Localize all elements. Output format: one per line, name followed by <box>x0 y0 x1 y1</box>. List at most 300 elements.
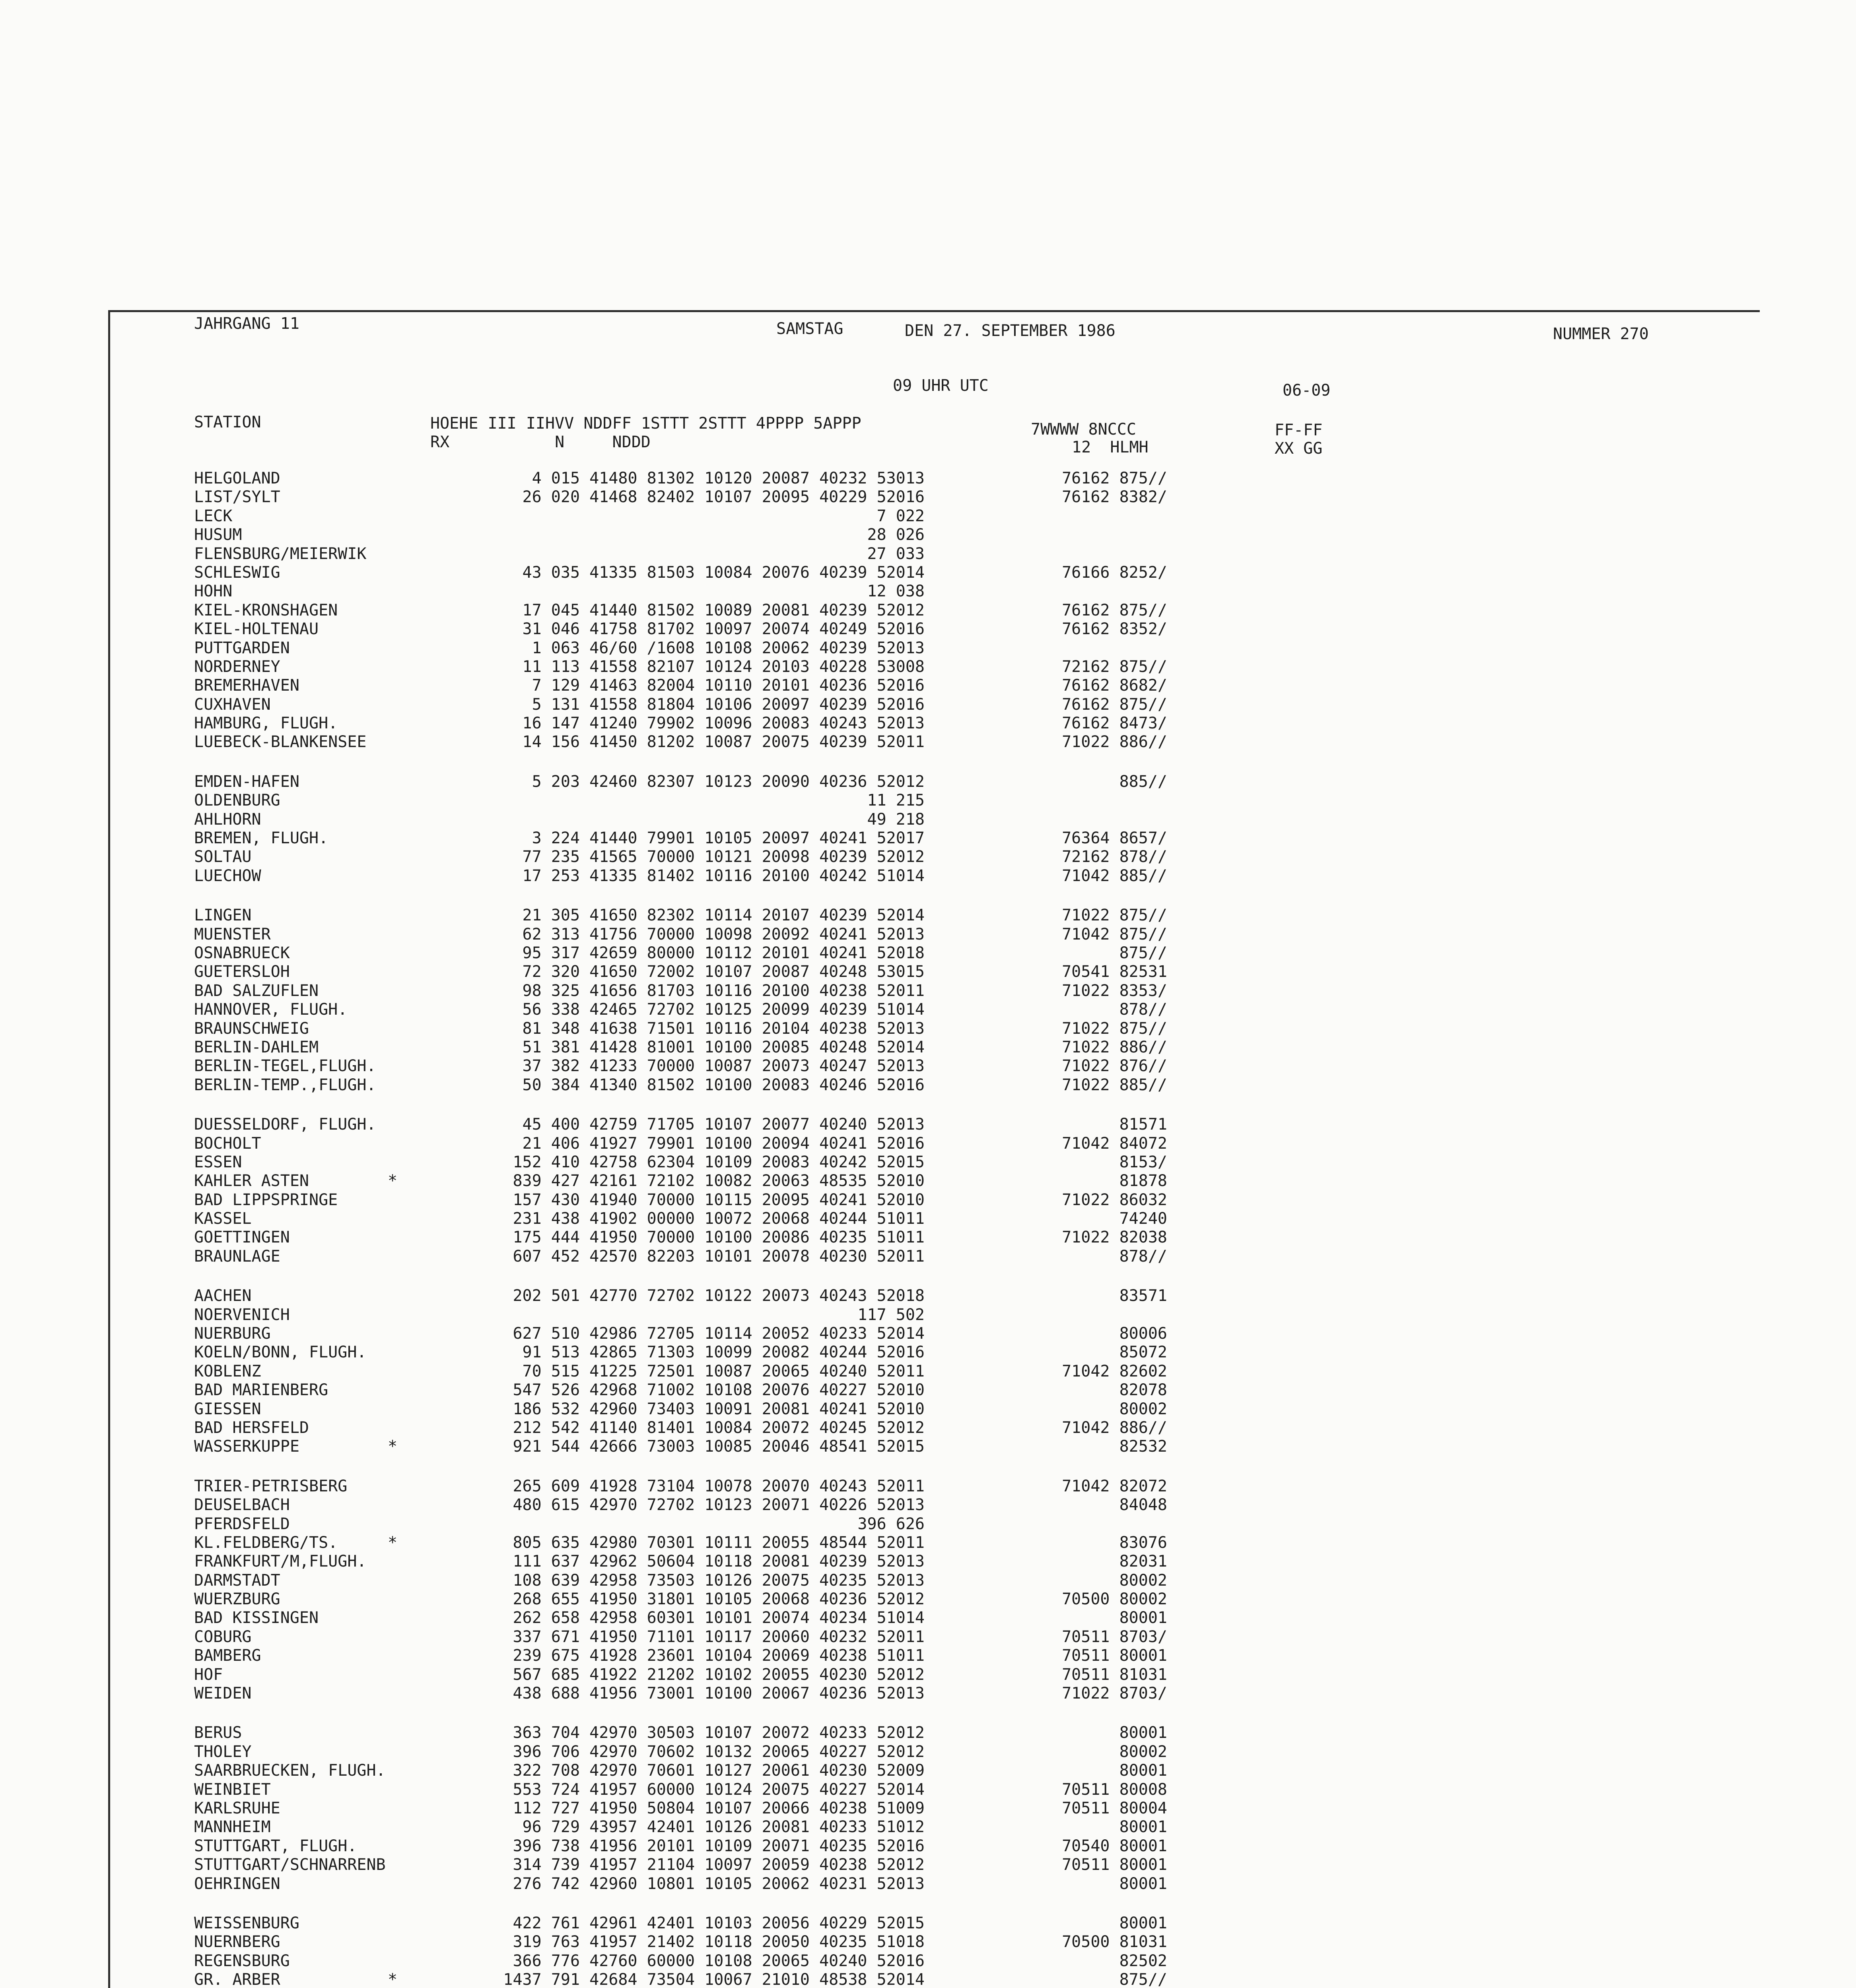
station-row <box>0 1153 1856 1172</box>
station-name: EMDEN-HAFEN <box>194 772 299 791</box>
station-row <box>0 1247 1856 1266</box>
observation-values: 314 739 41957 21104 10097 20059 40238 52012 <box>513 1856 925 1874</box>
observation-values: 51 381 41428 81001 10100 20085 40248 52014 <box>522 1038 925 1056</box>
observation-values: 81 348 41638 71501 10116 20104 40238 52013 <box>522 1019 925 1038</box>
station-row <box>0 1076 1856 1095</box>
station-row <box>0 1000 1856 1019</box>
column-group7-line1: 7WWWW 8NCCC <box>1031 420 1136 439</box>
observation-values: 276 742 42960 10801 10105 20062 40231 52013 <box>513 1874 925 1893</box>
section-7-8-values: 878// <box>1119 1000 1167 1019</box>
station-name: BERLIN-DAHLEM <box>194 1038 319 1056</box>
section-7-8-values: 71022 886// <box>1062 733 1167 751</box>
section-7-8-values: 76162 8682/ <box>1062 676 1167 695</box>
station-name: SCHLESWIG <box>194 563 280 582</box>
station-name: FRANKFURT/M,FLUGH. <box>194 1552 367 1571</box>
station-row <box>0 526 1856 544</box>
observation-values: 265 609 41928 73104 10078 20070 40243 52011 <box>513 1477 925 1495</box>
block-separator <box>0 885 1856 906</box>
observation-values: 202 501 42770 72702 10122 20073 40243 52018 <box>513 1287 925 1305</box>
station-row <box>0 1515 1856 1534</box>
station-row <box>0 1419 1856 1437</box>
observation-values: 12 038 <box>867 582 925 601</box>
observation-values: 70 515 41225 72501 10087 20065 40240 52011 <box>522 1362 925 1380</box>
section-7-8-values: 71042 875// <box>1062 925 1167 944</box>
section-7-8-values: 70540 80001 <box>1062 1837 1167 1855</box>
observation-values: 91 513 42865 71303 10099 20082 40244 52016 <box>522 1343 925 1362</box>
station-row <box>0 1684 1856 1703</box>
station-name: KL.FELDBERG/TS. <box>194 1533 338 1552</box>
station-row <box>0 1496 1856 1514</box>
section-7-8-values: 76162 8352/ <box>1062 620 1167 639</box>
station-name: REGENSBURG <box>194 1951 290 1970</box>
observation-values: 480 615 42970 72702 10123 20071 40226 52013 <box>513 1496 925 1514</box>
observation-values: 567 685 41922 21202 10102 20055 40230 52012 <box>513 1665 925 1684</box>
section-7-8-values: 72162 878// <box>1062 848 1167 866</box>
station-name: KAHLER ASTEN <box>194 1172 309 1190</box>
column-group7-line2: 12 HLMH <box>1072 438 1149 456</box>
station-row <box>0 1571 1856 1590</box>
station-name: DUESSELDORF, FLUGH. <box>194 1115 376 1134</box>
station-row <box>0 1761 1856 1780</box>
station-row <box>0 1228 1856 1247</box>
section-7-8-values: 71042 82602 <box>1062 1362 1167 1380</box>
observation-values: 157 430 41940 70000 10115 20095 40241 52010 <box>513 1190 925 1209</box>
observation-values: 231 438 41902 00000 10072 20068 40244 51011 <box>513 1209 925 1228</box>
station-row <box>0 773 1856 791</box>
mountain-station-marker: * <box>388 1172 398 1190</box>
observation-values: 5 203 42460 82307 10123 20090 40236 52012 <box>532 772 925 791</box>
section-7-8-values: 76162 875// <box>1062 469 1167 487</box>
station-row <box>0 1057 1856 1076</box>
observation-time: 09 UHR UTC <box>893 377 989 395</box>
station-name: WUERZBURG <box>194 1590 280 1609</box>
station-row <box>0 507 1856 526</box>
observation-values: 921 544 42666 73003 10085 20046 48541 52015 <box>513 1437 925 1456</box>
station-name: FLENSBURG/MEIERWIK <box>194 544 367 563</box>
section-7-8-values: 82031 <box>1119 1552 1167 1571</box>
station-name: OSNABRUECK <box>194 944 290 962</box>
station-name: BERUS <box>194 1724 242 1742</box>
station-row <box>0 1780 1856 1799</box>
section-7-8-values: 80002 <box>1119 1571 1167 1590</box>
station-name: BOCHOLT <box>194 1134 261 1153</box>
section-7-8-values: 80001 <box>1119 1761 1167 1780</box>
station-row <box>0 1362 1856 1381</box>
station-name: WEIDEN <box>194 1684 252 1703</box>
station-name: KIEL-KRONSHAGEN <box>194 601 338 619</box>
observation-values: 72 320 41650 72002 10107 20087 40248 53015 <box>522 963 925 981</box>
section-7-8-values: 80006 <box>1119 1324 1167 1343</box>
section-7-8-values: 885// <box>1119 772 1167 791</box>
station-name: HOHN <box>194 582 233 601</box>
section-7-8-values: 71022 8353/ <box>1062 981 1167 1000</box>
section-7-8-values: 76162 8382/ <box>1062 488 1167 507</box>
observation-values: 11 215 <box>867 791 925 810</box>
observation-values: 17 045 41440 81502 10089 20081 40239 52012 <box>522 601 925 619</box>
station-row <box>0 676 1856 695</box>
station-row <box>0 1381 1856 1400</box>
station-row <box>0 1609 1856 1627</box>
observation-values: 56 338 42465 72702 10125 20099 40239 51014 <box>522 1000 925 1019</box>
section-7-8-values: 80001 <box>1119 1914 1167 1932</box>
station-name: NUERBURG <box>194 1324 271 1343</box>
station-row <box>0 714 1856 733</box>
station-row <box>0 1038 1856 1057</box>
station-name: GIESSEN <box>194 1400 261 1418</box>
observation-values: 26 020 41468 82402 10107 20095 40229 52016 <box>522 488 925 507</box>
station-row <box>0 545 1856 563</box>
station-name: BAD HERSFELD <box>194 1418 309 1437</box>
observation-values: 422 761 42961 42401 10103 20056 40229 52015 <box>513 1914 925 1932</box>
section-7-8-values: 82078 <box>1119 1381 1167 1400</box>
station-name: AACHEN <box>194 1287 252 1305</box>
section-7-8-values: 71022 86032 <box>1062 1190 1167 1209</box>
section-7-8-values: 71042 82072 <box>1062 1477 1167 1495</box>
column-group9-line1: FF-FF <box>1275 421 1323 439</box>
section-7-8-values: 70511 8703/ <box>1062 1627 1167 1646</box>
observation-values: 186 532 42960 73403 10091 20081 40241 52010 <box>513 1400 925 1418</box>
station-row <box>0 1952 1856 1971</box>
section-7-8-values: 82532 <box>1119 1437 1167 1456</box>
section-7-8-values: 70511 80008 <box>1062 1780 1167 1799</box>
column-codes-line1: HOEHE III IIHVV NDDFF 1STTT 2STTT 4PPPP 5APPP <box>430 414 861 433</box>
station-name: BRAUNLAGE <box>194 1247 280 1266</box>
station-row <box>0 1799 1856 1818</box>
weekday-label: SAMSTAG <box>776 320 843 338</box>
section-7-8-values: 83076 <box>1119 1533 1167 1552</box>
station-name: STUTTGART, FLUGH. <box>194 1837 357 1855</box>
section-7-8-values: 71022 885// <box>1062 1076 1167 1094</box>
station-name: BRAUNSCHWEIG <box>194 1019 309 1038</box>
observation-values: 7 129 41463 82004 10110 20101 40236 52016 <box>532 676 925 695</box>
observation-values: 11 113 41558 82107 10124 20103 40228 53008 <box>522 657 925 676</box>
section-7-8-values: 70500 81031 <box>1062 1933 1167 1951</box>
station-name: KIEL-HOLTENAU <box>194 620 319 639</box>
observation-values: 212 542 41140 81401 10084 20072 40245 52012 <box>513 1418 925 1437</box>
station-name: KASSEL <box>194 1209 252 1228</box>
section-7-8-values: 80001 <box>1119 1724 1167 1742</box>
section-7-8-values: 71042 886// <box>1062 1418 1167 1437</box>
observation-values: 239 675 41928 23601 10104 20069 40238 51011 <box>513 1646 925 1665</box>
station-row <box>0 620 1856 639</box>
observation-values: 28 026 <box>867 526 925 544</box>
section-7-8-values: 80002 <box>1119 1742 1167 1761</box>
station-row <box>0 1400 1856 1419</box>
station-row <box>0 1191 1856 1209</box>
station-name: KARLSRUHE <box>194 1799 280 1817</box>
observation-values: 1437 791 42684 73504 10067 21010 48538 52014 <box>503 1971 925 1988</box>
block-separator <box>0 1095 1856 1115</box>
station-row <box>0 601 1856 620</box>
observation-values: 96 729 43957 42401 10126 20081 40233 51012 <box>522 1818 925 1837</box>
station-row <box>0 1287 1856 1305</box>
station-row <box>0 848 1856 866</box>
observation-values: 31 046 41758 81702 10097 20074 40249 52016 <box>522 620 925 639</box>
block-separator <box>0 1456 1856 1477</box>
station-row <box>0 1115 1856 1134</box>
observation-values: 839 427 42161 72102 10082 20063 48535 52010 <box>513 1172 925 1190</box>
station-row <box>0 1837 1856 1856</box>
observation-values: 805 635 42980 70301 10111 20055 48544 52011 <box>513 1533 925 1552</box>
station-name: LECK <box>194 507 233 525</box>
section-7-8-values: 71022 876// <box>1062 1057 1167 1076</box>
observation-values: 111 637 42962 50604 10118 20081 40239 52013 <box>513 1552 925 1571</box>
station-name: LINGEN <box>194 906 252 925</box>
station-row <box>0 1818 1856 1837</box>
station-row <box>0 1933 1856 1951</box>
station-row <box>0 982 1856 1000</box>
observation-values: 5 131 41558 81804 10106 20097 40239 52016 <box>532 695 925 714</box>
station-name: BAD LIPPSPRINGE <box>194 1190 338 1209</box>
station-row <box>0 1646 1856 1665</box>
station-row <box>0 1172 1856 1190</box>
station-name: GUETERSLOH <box>194 963 290 981</box>
station-name: MUENSTER <box>194 925 271 944</box>
section-7-8-values: 80001 <box>1119 1609 1167 1627</box>
station-row <box>0 1306 1856 1324</box>
observation-values: 17 253 41335 81402 10116 20100 40242 51014 <box>522 866 925 885</box>
station-name: BREMERHAVEN <box>194 676 299 695</box>
observation-values: 117 502 <box>857 1305 925 1324</box>
station-row <box>0 1666 1856 1684</box>
station-name: KOBLENZ <box>194 1362 261 1380</box>
observation-values: 14 156 41450 81202 10087 20075 40239 52011 <box>522 733 925 751</box>
station-row <box>0 1743 1856 1761</box>
station-name: TRIER-PETRISBERG <box>194 1477 348 1495</box>
observation-values: 49 218 <box>867 810 925 829</box>
column-codes-line2: RX N NDDD <box>430 433 651 451</box>
station-name: SOLTAU <box>194 848 252 866</box>
section-7-8-values: 84048 <box>1119 1496 1167 1514</box>
observation-values: 7 022 <box>876 507 925 525</box>
section-7-8-values: 70511 80004 <box>1062 1799 1167 1817</box>
issue-number: NUMMER 270 <box>1553 325 1649 343</box>
station-row <box>0 944 1856 963</box>
observation-values: 396 706 42970 70602 10132 20065 40227 52012 <box>513 1742 925 1761</box>
station-name: HOF <box>194 1665 223 1684</box>
station-row <box>0 1875 1856 1893</box>
section-7-8-values: 875// <box>1119 1971 1167 1988</box>
section-7-8-values: 85072 <box>1119 1343 1167 1362</box>
section-7-8-values: 71042 84072 <box>1062 1134 1167 1153</box>
station-name: STUTTGART/SCHNARRENB <box>194 1856 386 1874</box>
section-7-8-values: 80001 <box>1119 1874 1167 1893</box>
section-7-8-values: 72162 875// <box>1062 657 1167 676</box>
block-separator <box>0 752 1856 773</box>
station-name: BREMEN, FLUGH. <box>194 829 328 848</box>
station-name: SAARBRUECKEN, FLUGH. <box>194 1761 386 1780</box>
observation-values: 366 776 42760 60000 10108 20065 40240 52016 <box>513 1951 925 1970</box>
section-7-8-values: 70500 80002 <box>1062 1590 1167 1609</box>
section-7-8-values: 70511 80001 <box>1062 1646 1167 1665</box>
station-row <box>0 582 1856 601</box>
station-name: HELGOLAND <box>194 469 280 487</box>
station-table <box>0 469 1856 1988</box>
station-row <box>0 1019 1856 1038</box>
station-row <box>0 1628 1856 1646</box>
station-row <box>0 658 1856 676</box>
station-name: NOERVENICH <box>194 1305 290 1324</box>
station-row <box>0 563 1856 582</box>
section-7-8-values: 70511 80001 <box>1062 1856 1167 1874</box>
observation-values: 21 305 41650 82302 10114 20107 40239 52014 <box>522 906 925 925</box>
station-name: LUECHOW <box>194 866 261 885</box>
station-row <box>0 810 1856 829</box>
observation-values: 62 313 41756 70000 10098 20092 40241 52013 <box>522 925 925 944</box>
observation-values: 37 382 41233 70000 10087 20073 40247 52013 <box>522 1057 925 1076</box>
station-name: GR. ARBER <box>194 1971 280 1988</box>
station-row <box>0 1343 1856 1362</box>
section-7-8-values: 878// <box>1119 1247 1167 1266</box>
station-name: OLDENBURG <box>194 791 280 810</box>
section-7-8-values: 875// <box>1119 944 1167 962</box>
station-row <box>0 1324 1856 1343</box>
station-name: GOETTINGEN <box>194 1228 290 1247</box>
station-row <box>0 963 1856 981</box>
observation-values: 337 671 41950 71101 10117 20060 40232 52011 <box>513 1627 925 1646</box>
section-7-8-values: 81571 <box>1119 1115 1167 1134</box>
block-separator <box>0 1893 1856 1914</box>
section-7-8-values: 71022 82038 <box>1062 1228 1167 1247</box>
station-row <box>0 925 1856 944</box>
observation-values: 27 033 <box>867 544 925 563</box>
station-row <box>0 1134 1856 1153</box>
station-row <box>0 1437 1856 1456</box>
station-row <box>0 1724 1856 1742</box>
section-7-8-values: 82502 <box>1119 1951 1167 1970</box>
section-7-8-values: 76162 875// <box>1062 601 1167 619</box>
section-7-8-values: 76364 8657/ <box>1062 829 1167 848</box>
observation-values: 319 763 41957 21402 10118 20050 40235 51018 <box>513 1933 925 1951</box>
station-name: NORDERNEY <box>194 657 280 676</box>
observation-values: 547 526 42968 71002 10108 20076 40227 52010 <box>513 1381 925 1400</box>
column-group9-line2: XX GG <box>1275 439 1323 458</box>
block-separator <box>0 1266 1856 1287</box>
observation-values: 45 400 42759 71705 10107 20077 40240 52013 <box>522 1115 925 1134</box>
station-row <box>0 1534 1856 1552</box>
mountain-station-marker: * <box>388 1533 398 1552</box>
station-name: WEINBIET <box>194 1780 271 1799</box>
station-name: COBURG <box>194 1627 252 1646</box>
station-name: WEISSENBURG <box>194 1914 299 1932</box>
station-name: DEUSELBACH <box>194 1496 290 1514</box>
section-7-8-values: 70511 81031 <box>1062 1665 1167 1684</box>
station-name: PFERDSFELD <box>194 1514 290 1533</box>
section-7-8-values: 71022 886// <box>1062 1038 1167 1056</box>
observation-values: 3 224 41440 79901 10105 20097 40241 52017 <box>532 829 925 848</box>
observation-values: 98 325 41656 81703 10116 20100 40238 52011 <box>522 981 925 1000</box>
observation-values: 175 444 41950 70000 10100 20086 40235 51011 <box>513 1228 925 1247</box>
station-name: HUSUM <box>194 526 242 544</box>
observation-values: 21 406 41927 79901 10100 20094 40241 52016 <box>522 1134 925 1153</box>
section-7-8-values: 76166 8252/ <box>1062 563 1167 582</box>
station-name: DARMSTADT <box>194 1571 280 1590</box>
block-separator <box>0 1703 1856 1724</box>
station-row <box>0 867 1856 885</box>
station-row <box>0 1971 1856 1988</box>
observation-values: 77 235 41565 70000 10121 20098 40239 52012 <box>522 848 925 866</box>
station-row <box>0 1856 1856 1874</box>
observation-values: 363 704 42970 30503 10107 20072 40233 52012 <box>513 1724 925 1742</box>
station-row <box>0 733 1856 751</box>
station-row <box>0 488 1856 507</box>
issue-date: DEN 27. SEPTEMBER 1986 <box>905 322 1116 340</box>
observation-values: 108 639 42958 73503 10126 20075 40235 52013 <box>513 1571 925 1590</box>
section-7-8-values: 74240 <box>1119 1209 1167 1228</box>
section-7-8-values: 71022 8703/ <box>1062 1684 1167 1703</box>
station-row <box>0 695 1856 714</box>
volume-label: JAHRGANG 11 <box>194 315 299 333</box>
observation-values: 95 317 42659 80000 10112 20101 40241 52018 <box>522 944 925 962</box>
observation-values: 152 410 42758 62304 10109 20083 40242 52015 <box>513 1153 925 1171</box>
station-row <box>0 1552 1856 1571</box>
station-name: BAD SALZUFLEN <box>194 981 319 1000</box>
station-row <box>0 1590 1856 1609</box>
section-7-8-values: 80002 <box>1119 1400 1167 1418</box>
station-name: PUTTGARDEN <box>194 639 290 657</box>
station-name: NUERNBERG <box>194 1933 280 1951</box>
mountain-station-marker: * <box>388 1971 398 1988</box>
station-name: WASSERKUPPE <box>194 1437 299 1456</box>
station-name: HANNOVER, FLUGH. <box>194 1000 348 1019</box>
section-7-8-values: 71022 875// <box>1062 906 1167 925</box>
station-name: CUXHAVEN <box>194 695 271 714</box>
observation-values: 1 063 46/60 /1608 10108 20062 40239 52013 <box>532 639 925 657</box>
section-7-8-values: 81878 <box>1119 1172 1167 1190</box>
station-name: ESSEN <box>194 1153 242 1171</box>
period-label: 06-09 <box>1283 381 1331 400</box>
mountain-station-marker: * <box>388 1437 398 1456</box>
observation-values: 396 626 <box>857 1514 925 1533</box>
observation-values: 50 384 41340 81502 10100 20083 40246 52016 <box>522 1076 925 1094</box>
section-7-8-values: 80001 <box>1119 1818 1167 1837</box>
station-name: LUEBECK-BLANKENSEE <box>194 733 367 751</box>
observation-values: 268 655 41950 31801 10105 20068 40236 52012 <box>513 1590 925 1609</box>
observation-values: 553 724 41957 60000 10124 20075 40227 52014 <box>513 1780 925 1799</box>
section-7-8-values: 76162 8473/ <box>1062 714 1167 733</box>
station-row <box>0 791 1856 810</box>
observation-values: 438 688 41956 73001 10100 20067 40236 52013 <box>513 1684 925 1703</box>
observation-values: 262 658 42958 60301 10101 20074 40234 51014 <box>513 1609 925 1627</box>
section-7-8-values: 71022 875// <box>1062 1019 1167 1038</box>
station-row <box>0 639 1856 658</box>
station-name: OEHRINGEN <box>194 1874 280 1893</box>
station-row <box>0 829 1856 848</box>
station-row <box>0 469 1856 488</box>
observation-values: 4 015 41480 81302 10120 20087 40232 53013 <box>532 469 925 487</box>
observation-values: 607 452 42570 82203 10101 20078 40230 52011 <box>513 1247 925 1266</box>
station-name: HAMBURG, FLUGH. <box>194 714 338 733</box>
station-name: THOLEY <box>194 1742 252 1761</box>
observation-values: 322 708 42970 70601 10127 20061 40230 52009 <box>513 1761 925 1780</box>
observation-values: 112 727 41950 50804 10107 20066 40238 51009 <box>513 1799 925 1817</box>
station-name: BERLIN-TEMP.,FLUGH. <box>194 1076 376 1094</box>
section-7-8-values: 76162 875// <box>1062 695 1167 714</box>
observation-values: 43 035 41335 81503 10084 20076 40239 52014 <box>522 563 925 582</box>
observation-values: 627 510 42986 72705 10114 20052 40233 52014 <box>513 1324 925 1343</box>
station-row <box>0 906 1856 925</box>
station-row <box>0 1914 1856 1933</box>
station-name: KOELN/BONN, FLUGH. <box>194 1343 367 1362</box>
section-7-8-values: 83571 <box>1119 1287 1167 1305</box>
column-station: STATION <box>194 413 261 431</box>
station-name: BERLIN-TEGEL,FLUGH. <box>194 1057 376 1076</box>
station-name: BAMBERG <box>194 1646 261 1665</box>
station-row <box>0 1477 1856 1496</box>
section-7-8-values: 70541 82531 <box>1062 963 1167 981</box>
station-name: BAD MARIENBERG <box>194 1381 328 1400</box>
section-7-8-values: 8153/ <box>1119 1153 1167 1171</box>
